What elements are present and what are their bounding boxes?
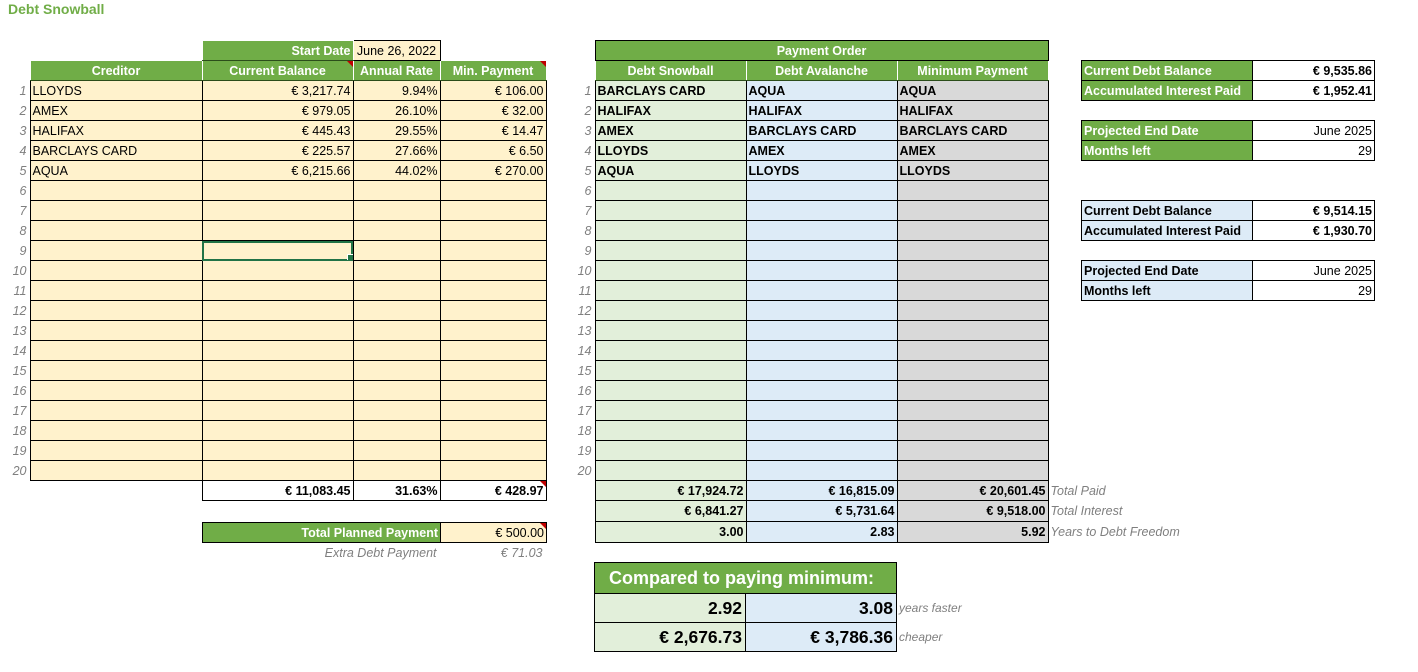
avalanche-order-cell (746, 201, 897, 221)
rate-cell[interactable] (353, 321, 440, 341)
creditor-name-cell[interactable] (30, 221, 202, 241)
row-number: 13 (12, 323, 27, 338)
rate-cell[interactable] (353, 461, 440, 481)
order-row (565, 341, 1208, 361)
snowball-balance-label: Current Debt Balance (1082, 61, 1253, 81)
rate-cell[interactable] (353, 281, 440, 301)
balance-cell[interactable] (202, 441, 353, 461)
row-number: 7 (19, 203, 27, 218)
snowball-order-cell (595, 381, 746, 401)
min-payment-cell[interactable] (440, 301, 546, 321)
min-payment-cell[interactable] (440, 201, 546, 221)
rate-cell[interactable] (353, 201, 440, 221)
creditor-row (0, 181, 546, 201)
summary-row (565, 501, 1208, 522)
avalanche-interest-value: € 1,930.70 (1253, 221, 1375, 241)
creditor-row (0, 281, 546, 301)
snowball-order-cell (595, 301, 746, 321)
row-number: 9 (19, 243, 27, 258)
avalanche-balance-value: € 9,514.15 (1253, 201, 1375, 221)
avalanche-order-cell: HALIFAX (746, 101, 897, 121)
order-row (565, 381, 1208, 401)
summary-label: Years to Debt Freedom (1050, 525, 1180, 539)
minimum-order-cell (897, 261, 1048, 281)
spacer (1048, 441, 1208, 461)
snowball-order-cell (595, 221, 746, 241)
order-row (565, 181, 1208, 201)
balance-cell[interactable] (202, 401, 353, 421)
min-payment-cell[interactable] (440, 441, 546, 461)
minimum-order-cell (897, 401, 1048, 421)
creditor-row (0, 441, 546, 461)
snowball-balance-value: € 9,535.86 (1253, 61, 1375, 81)
creditor-name-cell[interactable] (30, 181, 202, 201)
minimum-order-cell: AQUA (897, 81, 1048, 101)
minimum-order-cell (897, 421, 1048, 441)
minimum-order-cell: BARCLAYS CARD (897, 121, 1048, 141)
order-row (565, 441, 1208, 461)
snowball-months-value: 29 (1253, 141, 1375, 161)
balance-cell[interactable] (202, 241, 353, 261)
row-number: 8 (584, 223, 592, 238)
minimum-order-cell: LLOYDS (897, 161, 1048, 181)
snowball-order-cell (595, 401, 746, 421)
row-number: 7 (584, 203, 592, 218)
rate-cell[interactable]: 9.94% (353, 81, 440, 101)
creditor-name-cell[interactable] (30, 361, 202, 381)
creditor-row (0, 141, 546, 161)
avalanche-order-cell (746, 181, 897, 201)
creditor-row (0, 321, 546, 341)
min-payment-cell[interactable] (440, 461, 546, 481)
avalanche-order-cell (746, 421, 897, 441)
planned-payment-input[interactable]: € 500.00 (441, 523, 547, 543)
spacer (1048, 101, 1208, 121)
snowball-dates (1081, 120, 1375, 161)
order-row (565, 321, 1208, 341)
spacer (1048, 421, 1208, 441)
row-number: 13 (577, 323, 592, 338)
spacer (1048, 181, 1208, 201)
minimum-order-cell (897, 281, 1048, 301)
summary-label: Total Paid (1050, 483, 1106, 498)
col-creditor-header: Creditor (30, 61, 202, 81)
min-payment-cell[interactable] (440, 421, 546, 441)
years-faster-label: years faster (899, 601, 962, 615)
order-row (565, 301, 1208, 321)
minimum-order-cell (897, 361, 1048, 381)
row-number: 19 (577, 443, 592, 458)
spacer (1048, 241, 1208, 261)
creditors-block (0, 40, 547, 501)
planned-payment-label: Total Planned Payment (203, 523, 441, 543)
snowball-order-cell (595, 181, 746, 201)
balance-cell[interactable]: € 225.57 (202, 141, 353, 161)
min-payment-cell[interactable] (440, 361, 546, 381)
min-payment-cell[interactable] (440, 181, 546, 201)
creditor-row (0, 101, 546, 121)
avalanche-order-cell (746, 301, 897, 321)
balance-cell[interactable] (202, 341, 353, 361)
total-min-payment: € 428.97 (440, 481, 546, 501)
row-number: 1 (584, 83, 592, 98)
rate-cell[interactable] (353, 241, 440, 261)
avalanche-order-cell: AQUA (746, 81, 897, 101)
snowball-order-cell: AMEX (595, 121, 746, 141)
order-row (565, 101, 1208, 121)
snowball-interest-value: € 1,952.41 (1253, 81, 1375, 101)
extra-payment-value: € 71.03 (500, 545, 543, 560)
spacer (1048, 301, 1208, 321)
rate-cell[interactable] (353, 401, 440, 421)
snowball-order-cell (595, 281, 746, 301)
rate-cell[interactable] (353, 441, 440, 461)
minimum-order-cell (897, 341, 1048, 361)
min-payment-cell[interactable] (440, 381, 546, 401)
row-number: 9 (584, 243, 592, 258)
minimum-order-cell (897, 301, 1048, 321)
balance-cell[interactable] (202, 421, 353, 441)
payment-order-title: Payment Order (595, 41, 1048, 61)
min-payment-cell[interactable]: € 6.50 (440, 141, 546, 161)
planned-payment-block (202, 522, 547, 563)
creditor-name-cell[interactable] (30, 401, 202, 421)
spacer (565, 481, 595, 501)
balance-cell[interactable]: € 979.05 (202, 101, 353, 121)
snowball-order-cell (595, 421, 746, 441)
rate-cell[interactable]: 44.02% (353, 161, 440, 181)
rate-cell[interactable] (353, 261, 440, 281)
rate-cell[interactable]: 29.55% (353, 121, 440, 141)
row-number: 17 (12, 403, 27, 418)
row-number: 12 (12, 303, 27, 318)
balance-cell[interactable] (202, 201, 353, 221)
minimum-summary-value: € 9,518.00 (897, 501, 1048, 522)
spacer (1048, 341, 1208, 361)
col-balance-header: Current Balance (202, 61, 353, 81)
row-number: 12 (577, 303, 592, 318)
rate-cell[interactable]: 27.66% (353, 141, 440, 161)
avalanche-order-cell (746, 341, 897, 361)
creditor-name-cell[interactable] (30, 201, 202, 221)
row-number: 5 (584, 163, 592, 178)
rate-cell[interactable] (353, 221, 440, 241)
min-payment-cell[interactable] (440, 281, 546, 301)
avalanche-order-cell (746, 381, 897, 401)
creditor-row (0, 361, 546, 381)
creditor-name-cell[interactable] (30, 381, 202, 401)
comparison-title: Compared to paying minimum: (595, 563, 897, 594)
minimum-order-cell (897, 381, 1048, 401)
avalanche-cheaper: € 3,786.36 (746, 623, 897, 652)
snowball-order-cell: LLOYDS (595, 141, 746, 161)
snowball-years-faster: 2.92 (595, 594, 746, 623)
row-number: 10 (577, 263, 592, 278)
avalanche-order-cell (746, 361, 897, 381)
creditor-name-cell[interactable]: AMEX (30, 101, 202, 121)
minimum-summary-value: 5.92 (897, 522, 1048, 543)
min-payment-cell[interactable] (440, 401, 546, 421)
spacer (1048, 381, 1208, 401)
order-row (565, 401, 1208, 421)
rate-cell[interactable] (353, 341, 440, 361)
rate-cell[interactable] (353, 421, 440, 441)
snowball-end-label: Projected End Date (1082, 121, 1253, 141)
row-number: 2 (19, 103, 27, 118)
row-number: 1 (19, 83, 27, 98)
average-rate: 31.63% (353, 481, 440, 501)
rate-cell[interactable] (353, 381, 440, 401)
minimum-order-cell (897, 221, 1048, 241)
col-min-header: Min. Payment (440, 61, 546, 81)
snowball-interest-label: Accumulated Interest Paid (1082, 81, 1253, 101)
avalanche-months-value: 29 (1253, 281, 1375, 301)
avalanche-months-label: Months left (1082, 281, 1253, 301)
total-balance: € 11,083.45 (202, 481, 353, 501)
avalanche-order-cell (746, 321, 897, 341)
balance-cell[interactable] (202, 281, 353, 301)
avalanche-dates (1081, 260, 1375, 301)
creditor-name-cell[interactable]: LLOYDS (30, 81, 202, 101)
creditor-row (0, 81, 546, 101)
row-number: 20 (577, 463, 592, 478)
order-row (565, 241, 1208, 261)
start-date-label: Start Date (202, 41, 353, 61)
min-payment-cell[interactable]: € 270.00 (440, 161, 546, 181)
avalanche-end-value: June 2025 (1253, 261, 1375, 281)
creditor-row (0, 201, 546, 221)
balance-cell[interactable]: € 6,215.66 (202, 161, 353, 181)
snowball-summary-value: 3.00 (595, 522, 746, 543)
minimum-order-cell: HALIFAX (897, 101, 1048, 121)
spacer (1048, 361, 1208, 381)
summary-label: Total Interest (1050, 504, 1123, 518)
avalanche-years-faster: 3.08 (746, 594, 897, 623)
row-number: 11 (578, 283, 592, 298)
creditor-row (0, 121, 546, 141)
creditor-name-cell[interactable] (30, 421, 202, 441)
spacer (1048, 401, 1208, 421)
min-payment-cell[interactable] (440, 221, 546, 241)
avalanche-order-cell: LLOYDS (746, 161, 897, 181)
snowball-order-cell: AQUA (595, 161, 746, 181)
order-row (565, 361, 1208, 381)
row-number: 6 (584, 183, 592, 198)
summary-row (565, 481, 1208, 501)
creditor-name-cell[interactable] (30, 461, 202, 481)
creditor-name-cell[interactable] (30, 241, 202, 261)
creditor-row (0, 161, 546, 181)
row-number: 14 (12, 343, 27, 358)
rate-cell[interactable] (353, 301, 440, 321)
row-number: 19 (12, 443, 27, 458)
creditor-name-cell[interactable] (30, 441, 202, 461)
creditor-row (0, 261, 546, 281)
avalanche-balance-label: Current Debt Balance (1082, 201, 1253, 221)
creditor-row (0, 301, 546, 321)
row-number: 6 (19, 183, 27, 198)
avalanche-order-cell: BARCLAYS CARD (746, 121, 897, 141)
creditor-name-cell[interactable] (30, 261, 202, 281)
creditor-name-cell[interactable] (30, 281, 202, 301)
balance-cell[interactable] (202, 461, 353, 481)
order-row (565, 421, 1208, 441)
avalanche-order-cell (746, 281, 897, 301)
min-payment-cell[interactable]: € 14.47 (440, 121, 546, 141)
row-number: 17 (577, 403, 592, 418)
row-number: 20 (12, 463, 27, 478)
snowball-stats (1081, 60, 1375, 101)
spacer (1048, 161, 1208, 181)
minimum-order-cell (897, 201, 1048, 221)
avalanche-stats (1081, 200, 1375, 241)
min-payment-cell[interactable] (440, 341, 546, 361)
creditor-row (0, 341, 546, 361)
extra-payment-label: Extra Debt Payment (324, 545, 437, 560)
row-number: 16 (577, 383, 592, 398)
col-minimum-header: Minimum Payment (897, 61, 1048, 81)
spacer (1048, 321, 1208, 341)
snowball-order-cell (595, 361, 746, 381)
creditor-name-cell[interactable]: AQUA (30, 161, 202, 181)
balance-cell[interactable] (202, 261, 353, 281)
spacer (565, 501, 595, 522)
rate-cell[interactable] (353, 181, 440, 201)
row-number: 3 (19, 123, 27, 138)
spacer (1048, 461, 1208, 481)
creditor-name-cell[interactable]: HALIFAX (30, 121, 202, 141)
creditor-name-cell[interactable] (30, 341, 202, 361)
spacer (565, 522, 595, 543)
row-number: 8 (19, 223, 27, 238)
snowball-order-cell: HALIFAX (595, 101, 746, 121)
avalanche-order-cell (746, 241, 897, 261)
row-number: 3 (584, 123, 592, 138)
row-number: 11 (13, 283, 27, 298)
minimum-order-cell: AMEX (897, 141, 1048, 161)
summary-row (565, 522, 1208, 543)
avalanche-summary-value: 2.83 (746, 522, 897, 543)
snowball-summary-value: € 17,924.72 (595, 481, 746, 501)
snowball-cheaper: € 2,676.73 (595, 623, 746, 652)
balance-cell[interactable]: € 445.43 (202, 121, 353, 141)
min-payment-cell[interactable] (440, 321, 546, 341)
col-rate-header: Annual Rate (353, 61, 440, 81)
minimum-order-cell (897, 181, 1048, 201)
avalanche-order-cell: AMEX (746, 141, 897, 161)
snowball-order-cell: BARCLAYS CARD (595, 81, 746, 101)
avalanche-order-cell (746, 261, 897, 281)
min-payment-cell[interactable]: € 32.00 (440, 101, 546, 121)
creditor-row (0, 221, 546, 241)
rate-cell[interactable]: 26.10% (353, 101, 440, 121)
avalanche-summary-value: € 5,731.64 (746, 501, 897, 522)
row-number: 18 (577, 423, 592, 438)
snowball-order-cell (595, 241, 746, 261)
creditor-row (0, 421, 546, 441)
row-number: 4 (19, 143, 27, 158)
balance-cell[interactable] (202, 361, 353, 381)
snowball-order-cell (595, 461, 746, 481)
min-payment-cell[interactable] (440, 241, 546, 261)
avalanche-order-cell (746, 441, 897, 461)
balance-cell[interactable] (202, 181, 353, 201)
col-snowball-header: Debt Snowball (595, 61, 746, 81)
snowball-order-cell (595, 201, 746, 221)
row-number: 14 (577, 343, 592, 358)
avalanche-order-cell (746, 221, 897, 241)
start-date-value[interactable]: June 26, 2022 (353, 41, 440, 61)
minimum-summary-value: € 20,601.45 (897, 481, 1048, 501)
balance-cell[interactable] (202, 301, 353, 321)
creditor-name-cell[interactable]: BARCLAYS CARD (30, 141, 202, 161)
row-number: 10 (12, 263, 27, 278)
avalanche-summary-value: € 16,815.09 (746, 481, 897, 501)
snowball-order-cell (595, 341, 746, 361)
snowball-order-cell (595, 261, 746, 281)
sheet-title: Debt Snowball (8, 1, 105, 17)
order-row (565, 161, 1208, 181)
snowball-order-cell (595, 321, 746, 341)
balance-cell[interactable] (202, 381, 353, 401)
snowball-months-label: Months left (1082, 141, 1253, 161)
avalanche-order-cell (746, 401, 897, 421)
row-number: 16 (12, 383, 27, 398)
creditor-name-cell[interactable] (30, 321, 202, 341)
minimum-order-cell (897, 241, 1048, 261)
avalanche-order-cell (746, 461, 897, 481)
min-payment-cell[interactable] (440, 261, 546, 281)
snowball-summary-value: € 6,841.27 (595, 501, 746, 522)
creditor-row (0, 401, 546, 421)
balance-cell[interactable] (202, 321, 353, 341)
avalanche-interest-label: Accumulated Interest Paid (1082, 221, 1253, 241)
creditor-row (0, 461, 546, 481)
row-number: 15 (577, 363, 592, 378)
rate-cell[interactable] (353, 361, 440, 381)
row-number: 5 (19, 163, 27, 178)
row-number: 15 (12, 363, 27, 378)
snowball-end-value: June 2025 (1253, 121, 1375, 141)
minimum-order-cell (897, 321, 1048, 341)
min-payment-cell[interactable]: € 106.00 (440, 81, 546, 101)
creditor-row (0, 241, 546, 261)
row-number: 4 (584, 143, 592, 158)
col-avalanche-header: Debt Avalanche (746, 61, 897, 81)
avalanche-end-label: Projected End Date (1082, 261, 1253, 281)
comparison-block (594, 562, 997, 652)
minimum-order-cell (897, 441, 1048, 461)
balance-cell[interactable]: € 3,217.74 (202, 81, 353, 101)
minimum-order-cell (897, 461, 1048, 481)
snowball-order-cell (595, 441, 746, 461)
creditors-table (0, 40, 547, 501)
row-number: 2 (584, 103, 592, 118)
row-number: 18 (12, 423, 27, 438)
creditor-name-cell[interactable] (30, 301, 202, 321)
cheaper-label: cheaper (899, 630, 943, 644)
balance-cell[interactable] (202, 221, 353, 241)
creditor-row (0, 381, 546, 401)
order-row (565, 461, 1208, 481)
